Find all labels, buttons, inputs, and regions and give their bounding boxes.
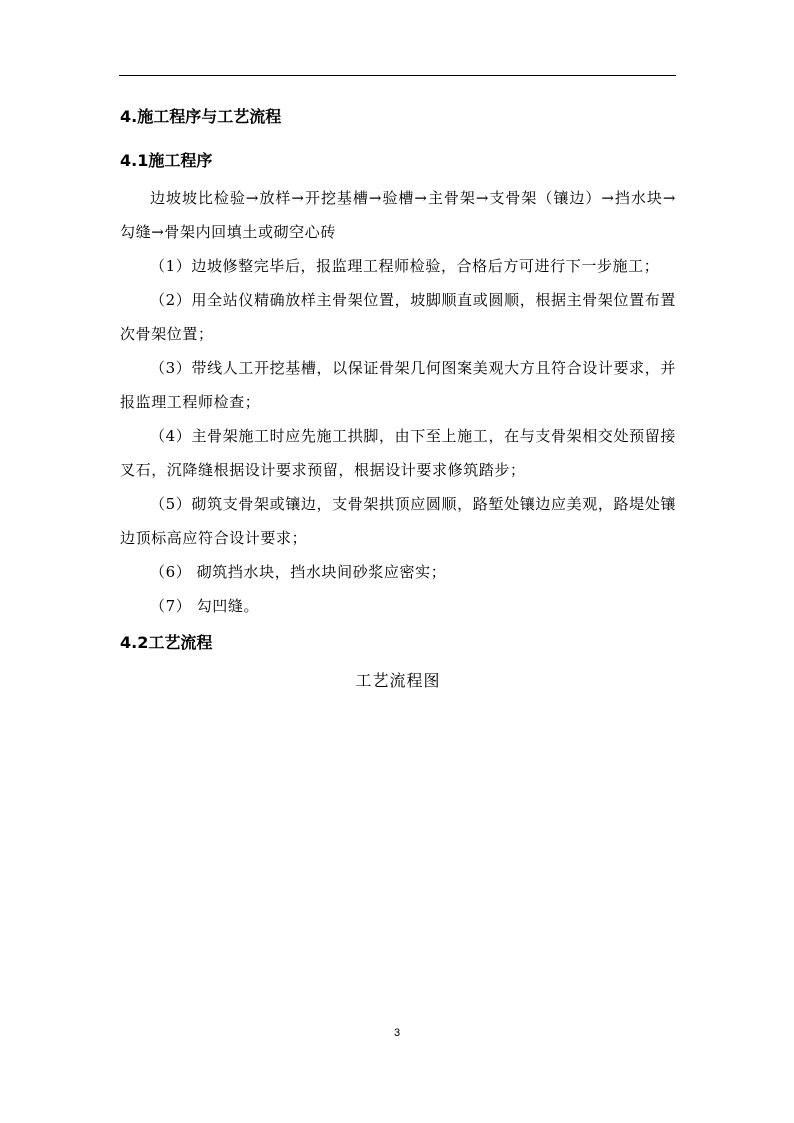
step-paragraph-1: （1）边坡修整完毕后，报监理工程师检验，合格后方可进行下一步施工； [150,257,660,275]
step-paragraph-7: （7） 勾凹缝。 [150,597,260,615]
section-title: 4.施工程序与工艺流程 [120,107,282,126]
figure-caption: 工艺流程图 [355,671,441,690]
step-paragraph-5: （5）砌筑支骨架或镶边，支骨架拱顶应圆顺，路堑处镶边应美观，路堤处镶边顶标高应符合设计要求； [120,495,676,547]
step-paragraph-4: （4）主骨架施工时应先施工拱脚，由下至上施工，在与支骨架相交处预留接叉石，沉降缝根据设计要求预留，根据设计要求修筑踏步； [120,427,676,479]
subsection-title-4-2: 4.2工艺流程 [120,633,213,652]
step-paragraph-2: （2）用全站仪精确放样主骨架位置，坡脚顺直或圆顺，根据主骨架位置布置次骨架位置； [120,291,676,343]
document-body [120,100,676,693]
step-paragraph-6: （6） 砌筑挡水块，挡水块间砂浆应密实； [150,563,447,581]
page-number: 3 [393,1027,401,1039]
header-rule [119,75,676,76]
step-paragraph-3: （3）带线人工开挖基槽，以保证骨架几何图案美观大方且符合设计要求，并报监理工程师检查； [120,359,676,411]
process-sequence: 边坡坡比检验→放样→开挖基槽→验槽→主骨架→支骨架（镶边）→挡水块→勾缝→骨架内回填土或砌空心砖 [120,189,676,241]
subsection-title-4-1: 4.1施工程序 [120,151,213,170]
